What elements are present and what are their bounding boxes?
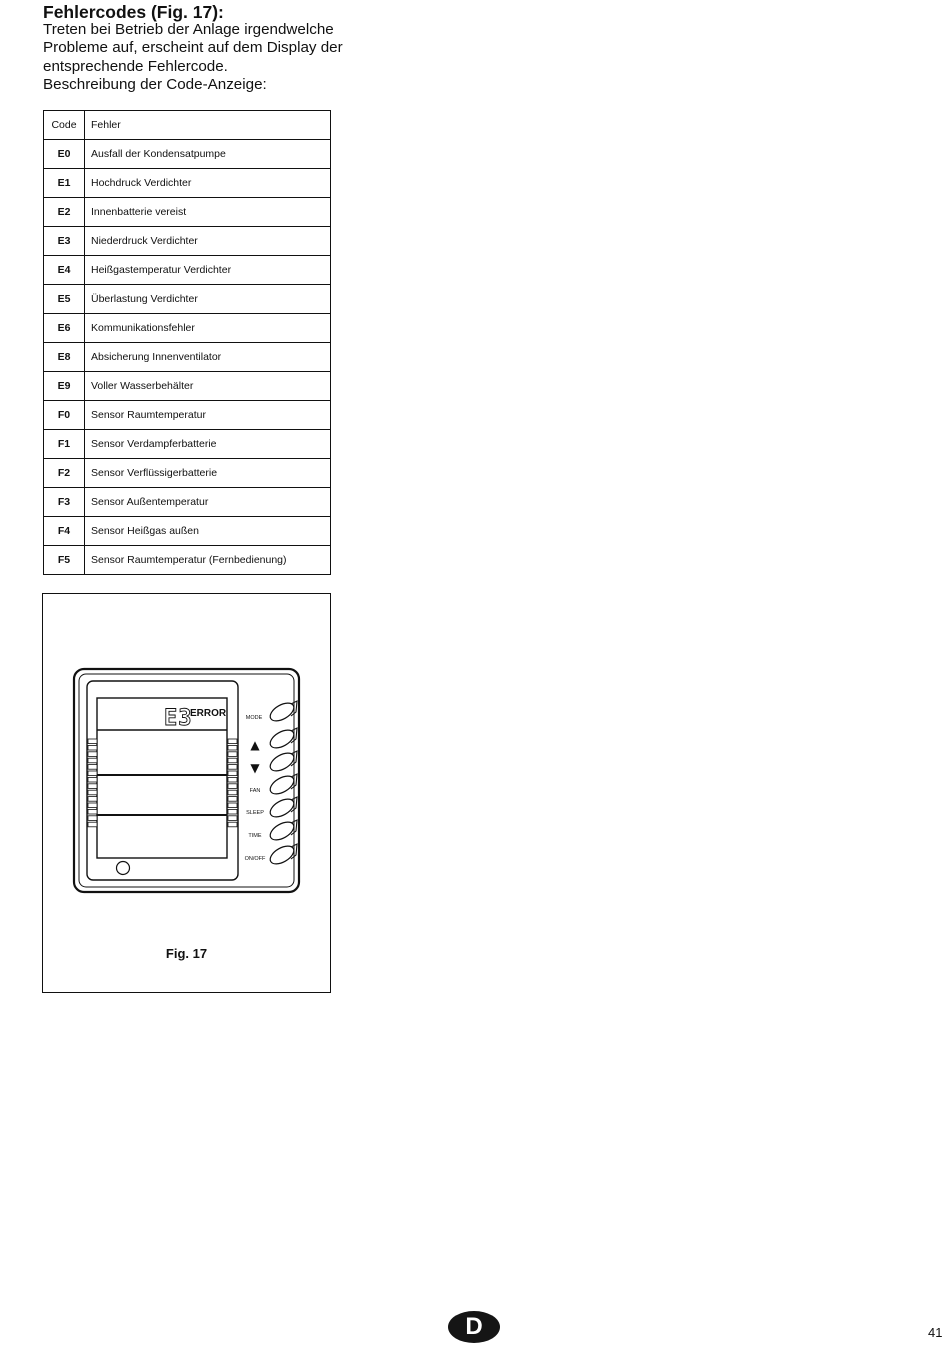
lcd-segment	[228, 758, 237, 763]
column-header-fehler: Fehler	[85, 111, 331, 140]
table-row	[44, 198, 331, 227]
sensor-circle	[117, 862, 130, 875]
table-row	[44, 546, 331, 575]
lcd-segment	[88, 822, 97, 827]
error-description: Voller Wasserbehälter	[85, 372, 331, 401]
table-row	[44, 488, 331, 517]
error-description: Hochdruck Verdichter	[85, 169, 331, 198]
button-label-onoff: ON/OFF	[244, 856, 266, 862]
error-description: Innenbatterie vereist	[85, 198, 331, 227]
error-description: Sensor Verflüssigerbatterie	[85, 459, 331, 488]
lcd-segment	[228, 797, 237, 802]
intro-line: Probleme auf, erscheint auf dem Display der	[43, 39, 343, 57]
error-description: Ausfall der Kondensatpumpe	[85, 140, 331, 169]
error-code-table	[43, 110, 331, 575]
lcd-segment	[228, 777, 237, 782]
error-code: F1	[44, 430, 85, 459]
section-heading: Fehlercodes (Fig. 17):	[43, 2, 224, 22]
lcd-segment	[88, 752, 97, 757]
button-label-mode: MODE	[245, 715, 263, 721]
error-code: E1	[44, 169, 85, 198]
display-error-code: E3	[164, 706, 193, 731]
lcd-segment	[228, 816, 237, 821]
button-label-fan: FAN	[249, 788, 261, 794]
lcd-segment	[88, 745, 97, 750]
error-description: Kommunikationsfehler	[85, 314, 331, 343]
error-description: Sensor Raumtemperatur	[85, 401, 331, 430]
error-code: F3	[44, 488, 85, 517]
lcd-segment	[228, 771, 237, 776]
table-row	[44, 430, 331, 459]
lcd-segment	[228, 784, 237, 789]
error-code: F2	[44, 459, 85, 488]
error-description: Sensor Außentemperatur	[85, 488, 331, 517]
error-description: Niederdruck Verdichter	[85, 227, 331, 256]
error-description: Sensor Verdampferbatterie	[85, 430, 331, 459]
intro-line: entsprechende Fehlercode.	[43, 57, 228, 75]
remote-control-illustration	[43, 594, 330, 992]
error-code: F0	[44, 401, 85, 430]
button-label-time: TIME	[248, 833, 262, 839]
lcd-segment	[88, 803, 97, 808]
arrow-up-icon: ▲	[250, 738, 260, 752]
table-row	[44, 314, 331, 343]
error-code: E2	[44, 198, 85, 227]
error-description: Überlastung Verdichter	[85, 285, 331, 314]
lcd-segment	[88, 765, 97, 770]
error-code: F4	[44, 517, 85, 546]
table-row	[44, 256, 331, 285]
table-row	[44, 169, 331, 198]
language-badge: D	[448, 1311, 500, 1343]
lcd-segment	[228, 822, 237, 827]
table-row	[44, 517, 331, 546]
table-row	[44, 343, 331, 372]
table-row	[44, 140, 331, 169]
lcd-segment	[228, 739, 237, 744]
error-code: E4	[44, 256, 85, 285]
lcd-segment	[88, 784, 97, 789]
page-number: 41	[928, 1325, 943, 1340]
lcd-segment	[88, 797, 97, 802]
lcd-area	[97, 698, 227, 858]
error-description: Heißgastemperatur Verdichter	[85, 256, 331, 285]
error-description: Sensor Raumtemperatur (Fernbedienung)	[85, 546, 331, 575]
lcd-segment	[228, 752, 237, 757]
figure-caption: Fig. 17	[165, 946, 208, 961]
lcd-segment	[88, 739, 97, 744]
lcd-segment	[88, 816, 97, 821]
error-code: E0	[44, 140, 85, 169]
error-code: E6	[44, 314, 85, 343]
error-code: E3	[44, 227, 85, 256]
lcd-segment	[88, 758, 97, 763]
table-row	[44, 285, 331, 314]
intro-paragraph	[43, 21, 343, 95]
arrow-down-icon: ▼	[250, 761, 260, 775]
lcd-segment	[228, 803, 237, 808]
intro-line: Beschreibung der Code-Anzeige:	[43, 76, 267, 94]
lcd-segment	[88, 809, 97, 814]
error-description: Absicherung Innenventilator	[85, 343, 331, 372]
table-row	[44, 372, 331, 401]
lcd-segment	[228, 809, 237, 814]
table-row	[44, 401, 331, 430]
button-label-sleep: SLEEP	[246, 810, 264, 816]
error-description: Sensor Heißgas außen	[85, 517, 331, 546]
figure-17-box	[42, 593, 331, 993]
column-header-code: Code	[44, 111, 85, 140]
table-header-row	[44, 111, 331, 140]
lcd-segment	[228, 745, 237, 750]
intro-line: Treten bei Betrieb der Anlage irgendwelche	[43, 21, 334, 38]
error-code: F5	[44, 546, 85, 575]
lcd-segment	[88, 771, 97, 776]
lcd-segment	[88, 790, 97, 795]
error-code: E5	[44, 285, 85, 314]
lcd-segment	[228, 790, 237, 795]
lcd-segment	[228, 765, 237, 770]
display-error-label: ERROR	[190, 708, 227, 719]
error-code: E9	[44, 372, 85, 401]
error-code: E8	[44, 343, 85, 372]
table-row	[44, 227, 331, 256]
lcd-segment	[88, 777, 97, 782]
table-row	[44, 459, 331, 488]
